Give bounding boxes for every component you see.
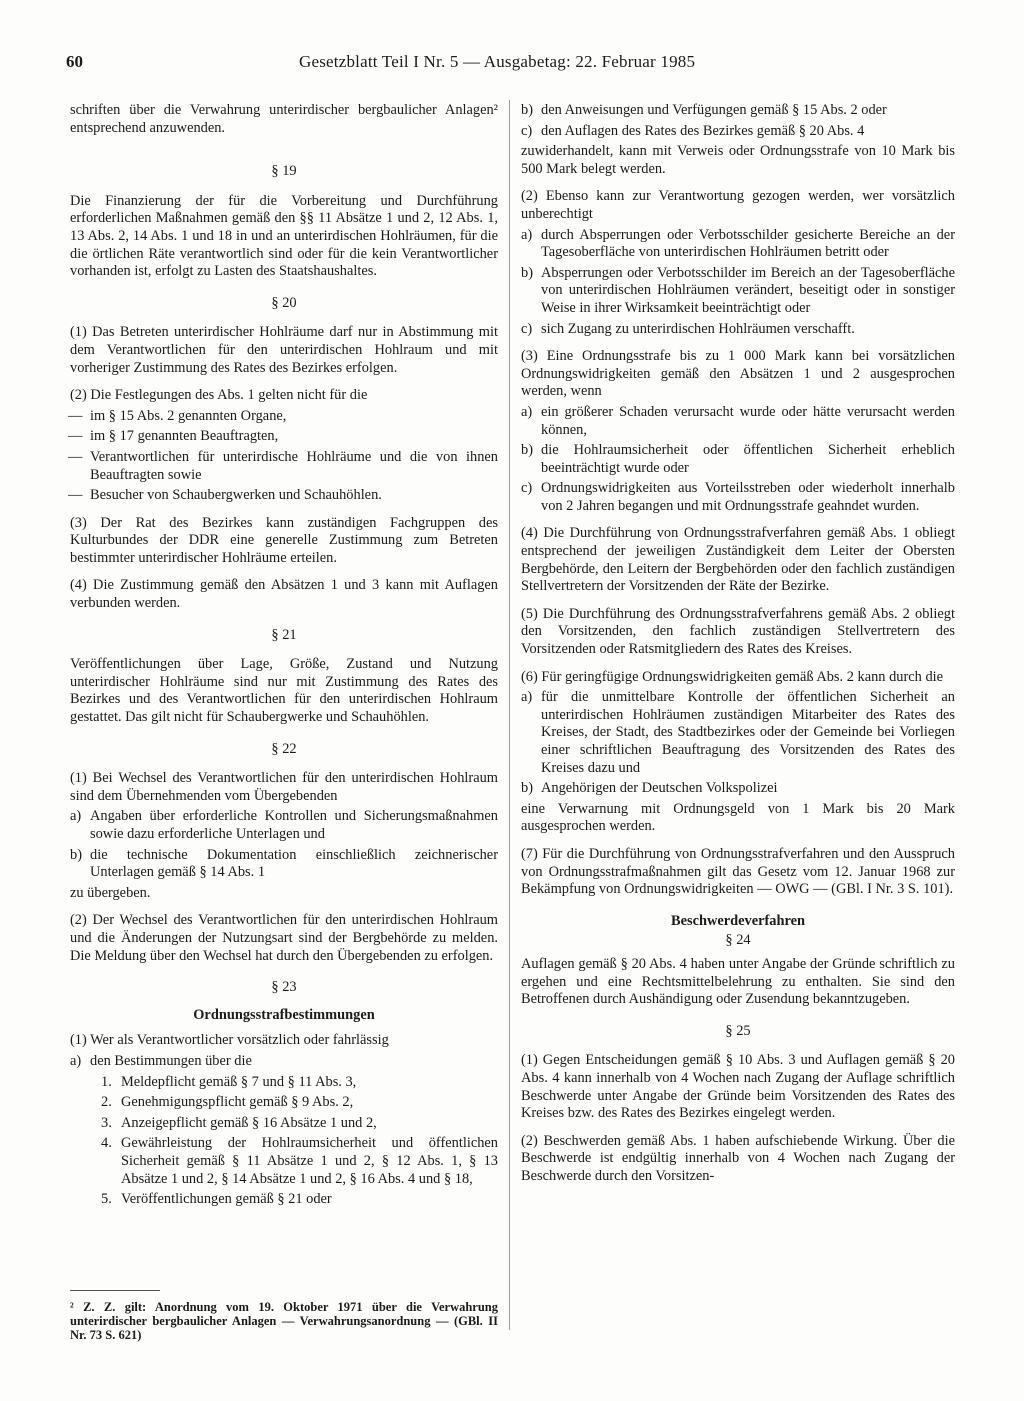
left-column — [70, 102, 498, 1212]
section-22-tail: zu übergeben. — [70, 884, 151, 901]
list-item: a) für die unmittelbare Kontrolle der öffentlichen Sicherheit an unterirdischen Hohlräumen zuständigen Mitarbeiter des Rates des Kreises, der Stadt, des Stadtbezirkes oder der Gemeinde bei Vorliegen einer schriftlichen Beauftragung des Vorsitzenden des Rates des Kreises dazu und — [521, 689, 955, 776]
list-item: b) Absperrungen oder Verbotsschilder im Bereich an der Tagesoberfläche von unterirdischen Hohlräumen verändert, beseitigt oder in sonstiger Weise in ihrer Wirksamkeit beeinträchtigt oder — [521, 264, 955, 316]
list-item: — Verantwortlichen für unterirdische Hohlräume und die von ihnen Beauftragten sowie — [68, 448, 498, 483]
section-20-para-1: (1) Das Betreten unterirdischer Hohlräume darf nur in Abstimmung mit dem Verantwortlichen für den unterirdischen Hohlraum und mit vorheriger Zustimmung des Rates des Bezirkes erfolgen. — [70, 324, 498, 376]
list-item: 2. Genehmigungspflicht gemäß § 9 Abs. 2, — [101, 1094, 354, 1111]
list-item: b) Angehörigen der Deutschen Volkspolizei — [521, 780, 778, 797]
section-23-para-7: (7) Für die Durchführung von Ordnungsstrafverfahren und den Ausspruch von Ordnungsstrafmaßnahmen gilt das Gesetz vom 12. Januar 1968 zur Bekämpfung von Ordnungswidrigkeiten — OWG — (GBl. I Nr. 3 S. 101). — [521, 845, 955, 898]
section-23-para-1: (1) Wer als Verantwortlicher vorsätzlich oder fahrlässig — [70, 1032, 389, 1049]
footnote-rule — [70, 1290, 160, 1291]
section-24-heading: § 24 — [725, 932, 751, 949]
list-item: c) sich Zugang zu unterirdischen Hohlräumen verschafft. — [521, 320, 855, 337]
list-item: b) die Hohlraumsicherheit oder öffentlichen Sicherheit erheblich beeinträchtigt wurde oder — [521, 442, 955, 476]
section-23-para-5: (5) Die Durchführung des Ordnungsstrafverfahrens gemäß Abs. 2 obliegt den Vorsitzenden, den fachlich zuständigen Stellvertretern des Vorsitzenden oder Ratsmitgliedern des Rates des Kreises. — [521, 605, 955, 658]
section-23-para-6: (6) Für geringfügige Ordnungswidrigkeiten gemäß Abs. 2 kann durch die — [521, 668, 944, 685]
list-item: a) ein größerer Schaden verursacht wurde oder hätte verursacht werden können, — [521, 403, 955, 438]
list-item: 5. Veröffentlichungen gemäß § 21 oder — [101, 1191, 332, 1208]
list-item: 4. Gewährleistung der Hohlraumsicherheit und öffentlichen Sicherheit gemäß § 11 Absätze 1 und 2, § 12 Abs. 1, § 13 Absätze 1 und 2, § 14 Absätze 1 und 2, § 16 Abs. 4 und § 18, — [101, 1135, 498, 1187]
list-item: b) die technische Dokumentation einschließlich zeichnerischer Unterlagen gemäß § 14 Abs. 1 — [70, 846, 498, 881]
section-25-para-2: (2) Beschwerden gemäß Abs. 1 haben aufschiebende Wirkung. Über die Beschwerde ist endgültig innerhalb von 4 Wochen nach Zugang der Beschwerde durch den Vorsitzen- — [521, 1132, 955, 1184]
section-20-heading: § 20 — [271, 294, 297, 311]
section-23-para-3: (3) Eine Ordnungsstrafe bis zu 1 000 Mark kann bei vorsätzlichen Ordnungswidrigkeiten gemäß den Absätzen 1 und 2 ausgesprochen werden, wenn — [521, 348, 955, 400]
list-item: 3. Anzeigepflicht gemäß § 16 Absätze 1 und 2, — [101, 1114, 377, 1131]
list-item: c) den Auflagen des Rates des Bezirkes gemäß § 20 Abs. 4 — [521, 122, 865, 139]
right-column — [521, 102, 955, 1195]
section-title-beschwerdeverfahren: Beschwerdeverfahren — [670, 912, 805, 929]
list-item: — im § 15 Abs. 2 genannten Organe, — [68, 407, 287, 424]
section-20-para-4: (4) Die Zustimmung gemäß den Absätzen 1 und 3 kann mit Auflagen verbunden werden. — [70, 577, 498, 612]
section-21-heading: § 21 — [271, 626, 297, 643]
section-22-heading: § 22 — [271, 740, 297, 757]
column-divider — [509, 100, 510, 1330]
section-23-para-2: (2) Ebenso kann zur Verantwortung gezogen werden, wer vorsätzlich unberechtigt — [521, 188, 955, 222]
section-19-heading: § 19 — [271, 163, 297, 180]
section-23-heading: § 23 — [271, 979, 297, 996]
section-23-para-4: (4) Die Durchführung von Ordnungsstrafverfahren gemäß Abs. 1 obliegt entsprechend der jeweiligen Zuständigkeit dem Leiter der Obersten Bergbehörde, den Leitern der Bergbehörden oder den fachlich zuständigen Stellvertretern der Vorsitzenden der Räte der Bezirke. — [521, 525, 955, 595]
section-21-text: Veröffentlichungen über Lage, Größe, Zustand und Nutzung unterirdischer Hohlräume sind nur mit Zustimmung des Rates des Bezirkes und des Verantwortlichen für den unterirdischen Hohlraum gestattet. Das gilt nicht für Schaubergwerke und Schauhöhlen. — [70, 656, 498, 726]
section-20-para-3: (3) Der Rat des Bezirkes kann zuständigen Fachgruppen des Kulturbundes der DDR eine generelle Zustimmung zum Betreten bestimmter unterirdischer Hohlräume erteilen. — [70, 514, 498, 566]
section-24-text: Auflagen gemäß § 20 Abs. 4 haben unter Angabe der Gründe schriftlich zu ergehen und eine Rechtsmittelbelehrung zu enthalten. Sie sind den Betroffenen durch Aushändigung oder Zusendung bekanntzugeben. — [521, 955, 955, 1008]
section-19-text: Die Finanzierung der für die Vorbereitung und Durchführung erforderlichen Maßnahmen gemäß den §§ 11 Absätze 1 und 2, 12 Abs. 1, 13 Abs. 2, 14 Abs. 1 und 18 in und an unterirdischen Hohlräumen, für die die örtlichen Räte verantwortlich sind oder für die kein Verantwortlicher vorhanden ist, erfolgt zu Lasten des Staatshaushaltes. — [70, 192, 498, 280]
section-23-para-6-tail: eine Verwarnung mit Ordnungsgeld von 1 Mark bis 20 Mark ausgesprochen werden. — [521, 800, 955, 835]
section-25-heading: § 25 — [725, 1022, 751, 1039]
footnote: ² Z. Z. gilt: Anordnung vom 19. Oktober 1971 über die Verwahrung unterirdischer bergbaulicher Anlagen — Verwahrungsanordnung — (GBl. II Nr. 73 S. 621) — [70, 1300, 498, 1342]
section-22-para-1: (1) Bei Wechsel des Verantwortlichen für den unterirdischen Hohlraum sind dem Übernehmenden vom Übergebenden — [70, 770, 498, 804]
page-header — [66, 52, 956, 80]
header-title: Gesetzblatt Teil I Nr. 5 — Ausgabetag: 22. Februar 1985 — [299, 52, 696, 71]
section-20-para-2: (2) Die Festlegungen des Abs. 1 gelten nicht für die — [70, 387, 368, 404]
section-23-tail: zuwiderhandelt, kann mit Verweis oder Ordnungsstrafe von 10 Mark bis 500 Mark belegt werden. — [521, 143, 955, 177]
section-22-para-2: (2) Der Wechsel des Verantwortlichen für den unterirdischen Hohlraum und die Änderungen der Nutzungsart sind der Bergbehörde zu melden. Die Meldung über den Wechsel hat durch den Übergebenden zu erfolgen. — [70, 912, 498, 964]
section-25-para-1: (1) Gegen Entscheidungen gemäß § 10 Abs. 3 und Auflagen gemäß § 20 Abs. 4 kann innerhalb von 4 Wochen nach Zugang der Auflage schriftlich Beschwerde unter Angabe der Gründe beim Vorsitzenden des Rates des Kreises bzw. des Rates des Bezirkes eingelegt werden. — [521, 1052, 955, 1122]
list-item: a) durch Absperrungen oder Verbotsschilder gesicherte Bereiche an der Tagesoberfläche von unterirdischen Hohlräumen betritt oder — [521, 226, 955, 261]
list-item: c) Ordnungswidrigkeiten aus Vorteilsstreben oder wiederholt innerhalb von 2 Jahren begangen und mit Ordnungsstrafe geahndet wurden. — [521, 480, 955, 514]
list-item: — im § 17 genannten Beauftragten, — [68, 428, 279, 445]
list-item: b) den Anweisungen und Verfügungen gemäß § 15 Abs. 2 oder — [521, 102, 887, 118]
list-item: a) den Bestimmungen über die — [70, 1052, 252, 1069]
list-item: — Besucher von Schaubergwerken und Schauhöhlen. — [68, 487, 382, 504]
list-item: a) Angaben über erforderliche Kontrollen und Sicherungsmaßnahmen sowie dazu erforderliche Unterlagen und — [70, 808, 498, 842]
list-item: 1. Meldepflicht gemäß § 7 und § 11 Abs. 3, — [101, 1073, 357, 1090]
section-23-title: Ordnungsstrafbestimmungen — [193, 1006, 375, 1023]
page-number: 60 — [66, 52, 83, 71]
continuation-text: schriften über die Verwahrung unterirdischer bergbaulicher Anlagen² entsprechend anzuwenden. — [70, 102, 498, 136]
